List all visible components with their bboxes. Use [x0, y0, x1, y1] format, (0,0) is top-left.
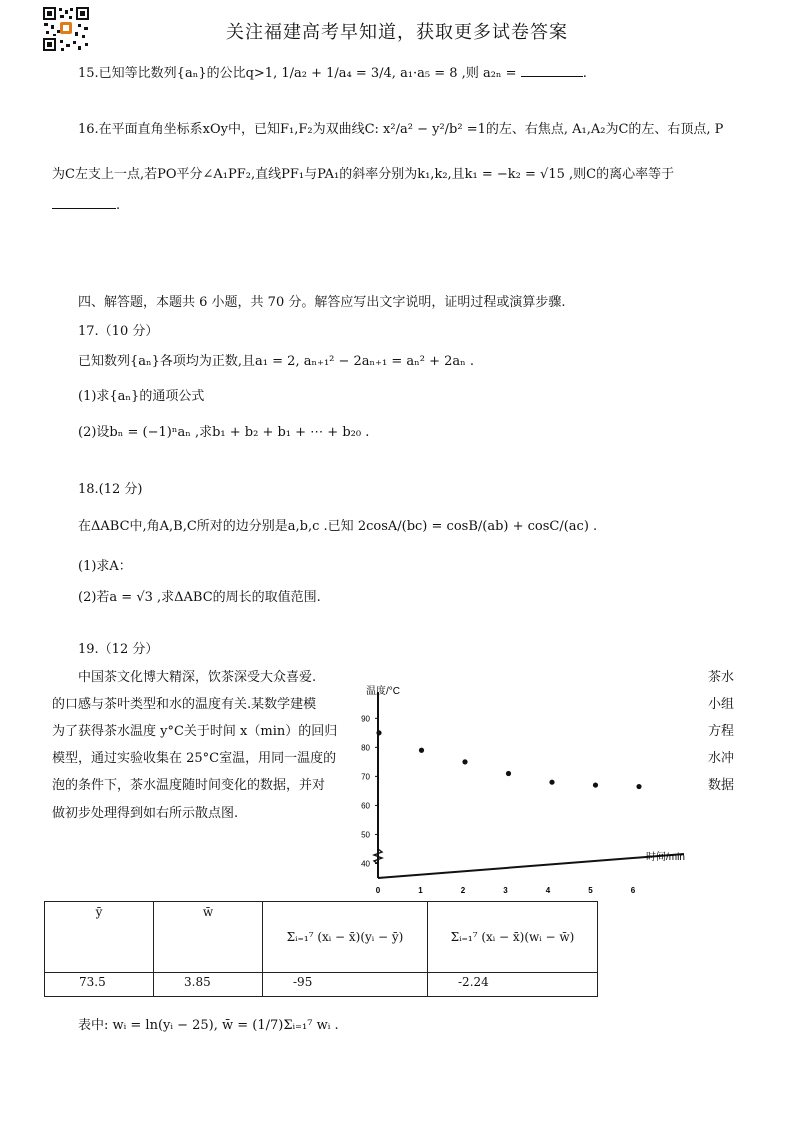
table-row: [45, 973, 598, 997]
data-point: [593, 782, 598, 787]
x-tick-label: 6: [630, 886, 636, 895]
y-axis-label: 温度/°C: [366, 686, 400, 697]
y-tick-label: 70: [361, 772, 370, 782]
question-17-stem: 已知数列{aₙ}各项均为正数,且a₁ = 2, aₙ₊₁² − 2aₙ₊₁ = aₙ² + 2aₙ .: [78, 354, 475, 369]
data-point: [636, 784, 641, 789]
x-tick-label: 1: [418, 886, 423, 895]
question-19-line: 中国茶文化博大精深，饮茶深受大众喜爱.: [78, 670, 317, 685]
x-tick-label: 5: [588, 886, 593, 895]
table-cell: 3.85: [154, 973, 263, 997]
question-16-line1: 16.在平面直角坐标系xOy中，已知F₁,F₂为双曲线C: x²/a² − y²/b² =1的左、右焦点, A₁,A₂为C的左、右顶点, P: [78, 122, 724, 137]
question-19-right-fragment: 茶水: [708, 670, 735, 685]
x-tick-label: 4: [545, 886, 551, 895]
question-19-heading: 19.（12 分）: [78, 642, 159, 657]
y-tick-label: 80: [361, 743, 370, 753]
question-15-text: 15.已知等比数列{aₙ}的公比q>1, 1/a₂ + 1/a₄ = 3/4, a₁·a₅ = 8 ,则 a₂ₙ =: [78, 66, 517, 81]
data-point: [549, 780, 554, 785]
question-19-right-fragment: 方程: [708, 724, 735, 739]
question-19-right-fragment: 小组: [708, 697, 735, 712]
data-point: [419, 748, 424, 753]
table-note: 表中: wᵢ = ln(yᵢ − 25), w̄ = (1/7)Σᵢ₌₁⁷ wᵢ .: [78, 1018, 339, 1033]
answer-blank-15[interactable]: [521, 64, 583, 77]
data-table: [44, 901, 598, 997]
question-19-line: 为了获得茶水温度 y°C关于时间 x（min）的回归: [52, 724, 338, 739]
table-header-row: [45, 902, 598, 973]
question-18-stem: 在ΔABC中,角A,B,C所对的边分别是a,b,c .已知 2cosA/(bc) = cosB/(ab) + cosC/(ac) .: [78, 519, 598, 534]
question-19-right-fragment: 数据: [708, 778, 735, 793]
question-16-blank-line: [52, 196, 120, 213]
y-tick-label: 60: [361, 801, 370, 811]
y-tick-label: 50: [361, 830, 370, 840]
data-point: [376, 730, 381, 735]
y-tick-label: 40: [361, 859, 370, 869]
question-17-part-1: (1)求{aₙ}的通项公式: [78, 389, 205, 404]
data-point: [462, 759, 467, 764]
section-4-heading: 四、解答题，本题共 6 小题，共 70 分。解答应写出文字说明，证明过程或演算步骤.: [78, 295, 566, 310]
question-15: [78, 62, 587, 81]
table-header-cell: ȳ: [45, 902, 154, 973]
question-18-part-2: (2)若a = √3 ,求ΔABC的周长的取值范围.: [78, 590, 321, 605]
question-15-end: .: [582, 66, 587, 81]
x-axis: [378, 854, 684, 878]
x-tick-label: 0: [375, 886, 381, 895]
table-cell: -95: [263, 973, 428, 997]
question-19-line: 泡的条件下，茶水温度随时间变化的数据，并对: [52, 778, 326, 793]
question-16-end: .: [116, 198, 121, 213]
question-18-heading: 18.(12 分): [78, 482, 143, 497]
table-header-cell: Σᵢ₌₁⁷ (xᵢ − x̄)(yᵢ − ȳ): [263, 902, 428, 973]
y-tick-label: 90: [361, 714, 370, 724]
x-tick-label: 3: [503, 886, 508, 895]
x-axis-label: 时间/min: [646, 852, 685, 863]
table-cell: 73.5: [45, 973, 154, 997]
table-cell: -2.24: [428, 973, 598, 997]
x-tick-label: 2: [460, 886, 466, 895]
question-19-line: 的口感与茶叶类型和水的温度有关.某数学建模: [52, 697, 317, 712]
question-16-line2: 为C左支上一点,若PO平分∠A₁PF₂,直线PF₁与PA₁的斜率分别为k₁,k₂,且k₁ = −k₂ = √15 ,则C的离心率等于: [52, 167, 675, 182]
question-19-line: 做初步处理得到如右所示散点图.: [52, 806, 239, 821]
question-19-right-fragment: 水冲: [708, 751, 735, 766]
table-header-cell: Σᵢ₌₁⁷ (xᵢ − x̄)(wᵢ − w̄): [428, 902, 598, 973]
page-header-title: 关注福建高考早知道，获取更多试卷答案: [226, 22, 568, 43]
answer-blank-16[interactable]: [52, 196, 116, 209]
data-point: [506, 771, 511, 776]
question-17-part-2: (2)设bₙ = (−1)ⁿaₙ ,求b₁ + b₂ + b₁ + ⋯ + b₂₀ .: [78, 425, 370, 440]
question-18-part-1: (1)求A：: [78, 559, 132, 574]
scatter-plot: [352, 680, 700, 900]
question-19-line: 模型，通过实验收集在 25°C室温，用同一温度的: [52, 751, 337, 766]
table-header-cell: w̄: [154, 902, 263, 973]
question-17-heading: 17.（10 分）: [78, 324, 159, 339]
